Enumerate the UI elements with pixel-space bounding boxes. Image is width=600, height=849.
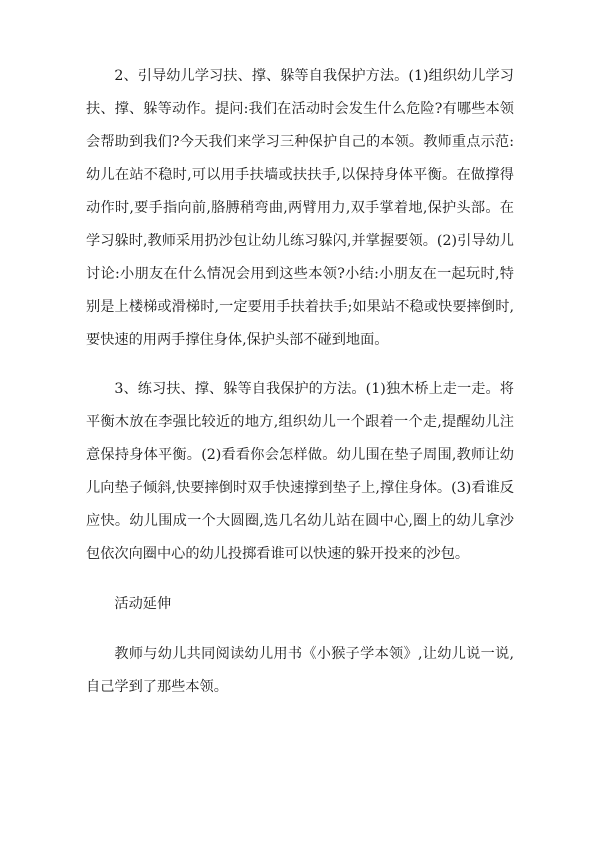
body-paragraph-step-3: 3、练习扶、撑、躲等自我保护的方法。(1)独木桥上走一走。将平衡木放在李强比较近的地方,组织幼儿一个跟着一个走,提醒幼儿注意保持身体平衡。(2)看看你会怎样做。幼儿围在垫子周围,教师让幼儿向垫子倾斜,快要摔倒时双手快速撑到垫子上,撑住身体。(3)看谁反应快。幼儿围成一个大圆圈,选几名幼儿站在圆中心,圈上的幼儿拿沙包依次向圈中心的幼儿投掷看谁可以快速的躲开投来的沙包。 [86,381,514,562]
section-heading: 活动延伸 [114,596,172,612]
closing-paragraph: 教师与幼儿共同阅读幼儿用书《小猴子学本领》,让幼儿说一说,自己学到了那些本领。 [86,646,514,695]
document-page [86,60,514,704]
body-paragraph-step-2: 2、引导幼儿学习扶、撑、躲等自我保护方法。(1)组织幼儿学习扶、撑、躲等动作。提问:我们在活动时会发生什么危险?有哪些本领会帮助到我们?今天我们来学习三种保护自己的本领。教师重点示范:幼儿在站不稳时,可以用手扶墙或扶扶手,以保持身体平衡。在做撑得动作时,要手指向前,胳膊稍弯曲,两臂用力,双手掌着地,保护头部。在学习躲时,教师采用扔沙包让幼儿练习躲闪,并掌握要领。(2)引导幼儿讨论:小朋友在什么情况会用到这些本领?小结:小朋友在一起玩时,特别是上楼梯或滑梯时,一定要用手扶着扶手;如果站不稳或快要摔倒时,要快速的用两手撑住身体,保护头部不碰到地面。 [86,68,514,348]
